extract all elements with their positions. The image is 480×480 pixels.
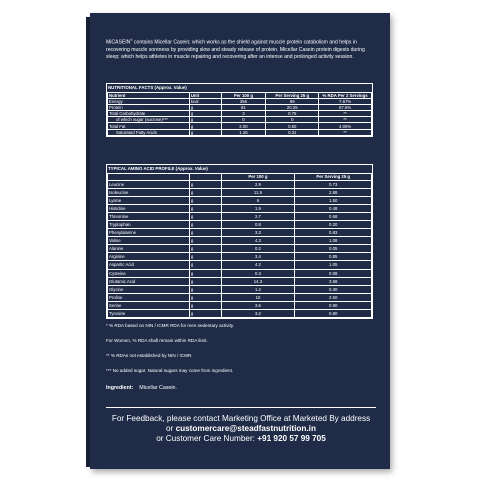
table-cell: Energy [108,98,190,104]
table-row [108,261,372,269]
table-cell: g [189,237,221,245]
table-cell: Tyrosine [108,309,190,317]
table-cell: 7.67% [319,98,372,104]
footnote: * % RDA based on NIN / ICMR RDA for men sedentary activity. [106,323,235,328]
table-cell: g [189,104,221,110]
table-row [108,221,372,229]
table-row [108,189,372,197]
table-cell: 0.31 [266,129,319,135]
amino-acid-table [106,164,373,319]
table-cell: 0.08 [295,269,372,277]
table-cell: 356 [221,98,266,104]
table-cell: 1.26 [221,129,266,135]
table-cell: 3.6 [221,301,295,309]
table-cell: ** [319,111,372,117]
table-row [108,285,372,293]
column-header [108,173,190,181]
amino-grid [107,173,372,318]
table-cell: 0.3 [221,269,295,277]
table-cell: 4.3 [221,237,295,245]
table-cell: 2.00 [221,123,266,129]
feedback-line: For Feedback, please contact Marketing Office at Marketed By address [111,414,371,423]
table-cell: Aspartic Acid [108,261,190,269]
divider [106,407,376,408]
column-header: % RDA Per 2 Servings [319,92,372,98]
table-cell: 1.2 [221,285,295,293]
table-cell: kcal [189,98,221,104]
table-cell: g [189,123,221,129]
table-row [108,277,372,285]
table-cell: Total Carbohydrate [108,111,190,117]
table-cell: Glutamic Acid [108,277,190,285]
table-cell: 0.05 [295,245,372,253]
table-cell: 0.2 [221,245,295,253]
table-cell: 0.90 [295,301,372,309]
column-header: Per 100 g [221,92,266,98]
ingredient-line [106,385,177,391]
table-cell: Total Fat [108,123,190,129]
product-label-panel [90,13,390,469]
table-cell: 1.9 [221,205,295,213]
table-cell: Glycine [108,285,190,293]
table-cell: 0.20 [295,221,372,229]
table-cell: 3 [221,111,266,117]
product-description [106,37,378,61]
table-cell: 3.2 [221,309,295,317]
nutrition-table-title: NUTRITIONAL FACTS (Approx. Value) [108,85,187,90]
table-cell: 0.75 [266,111,319,117]
table-cell: g [189,293,221,301]
customer-care-email[interactable]: customercare@steadfastnutrition.in [175,424,316,433]
amino-body [108,181,372,318]
table-cell: g [189,261,221,269]
description-text: contains Micellar Casein; which works as the shield against muscle protein catabolism and helps in recovering muscle soreness by providing slow and steady release of protein. Micellar Casein protein digests during sleep; which helps athletes in muscle repairing and recovering after an intense and prolonged activity session. [106,39,365,60]
table-cell: ** [319,117,372,123]
table-cell: 11.5 [221,189,295,197]
table-row [108,181,372,189]
table-row [108,269,372,277]
table-cell: 4.00% [319,123,372,129]
table-cell: g [189,285,221,293]
table-cell: g [189,197,221,205]
table-cell: 0.30 [295,285,372,293]
table-row [108,213,372,221]
feedback-block [106,414,376,444]
table-cell: 81 [221,104,266,110]
table-cell: 0.80 [295,309,372,317]
table-cell: Cysteine [108,269,190,277]
table-cell: 0 [266,117,319,123]
customer-care-phone[interactable]: +91 920 57 99 705 [257,434,326,443]
table-cell: g [189,277,221,285]
table-cell: g [189,301,221,309]
table-cell: g [189,221,221,229]
table-cell: 0 [221,117,266,123]
amino-table-title: TYPICAL AMINO ACID PROFILE (Approx. Value) [108,166,208,171]
table-row [108,197,372,205]
table-cell: 3.3 [221,229,295,237]
table-cell: 2.9 [221,181,295,189]
table-cell: 0.73 [295,181,372,189]
table-cell: g [189,205,221,213]
table-cell: 3.4 [221,253,295,261]
column-header: Per Serving 25 g [295,173,372,181]
table-cell: 0.8 [221,221,295,229]
table-cell: g [189,181,221,189]
column-header: Per 100 g [221,173,295,181]
table-cell: 14.3 [221,277,295,285]
footnote: For Women, % RDA shall remain within RDA limit. [106,338,208,343]
ingredient-value: Micellar Casein. [139,385,177,391]
table-cell: Valine [108,237,190,245]
table-row [108,309,372,317]
table-cell: g [189,189,221,197]
table-row [108,293,372,301]
table-cell: g [189,309,221,317]
nutrition-facts-table [106,83,373,137]
table-row [108,205,372,213]
column-header: Unit [189,92,221,98]
table-cell: Tryptophan [108,221,190,229]
table-cell: Phenylalanine [108,229,190,237]
nutrition-grid [107,92,372,136]
table-cell: Isoleucine [108,189,190,197]
table-cell: Arginine [108,253,190,261]
table-cell: 2.7 [221,213,295,221]
feedback-prefix: or Customer Care Number: [156,434,258,443]
table-row [108,237,372,245]
table-cell: Saturated Fatty Acids [108,129,190,135]
registered-mark: ® [130,38,133,42]
table-cell: Histidine [108,205,190,213]
table-cell: Lysine [108,197,190,205]
table-cell: 1.05 [295,261,372,269]
table-cell: 3.58 [295,277,372,285]
table-cell: g [189,117,221,123]
table-cell: g [189,253,221,261]
table-cell: ** [319,129,372,135]
table-cell: g [189,129,221,135]
table-cell: 20.25 [266,104,319,110]
table-cell: 0.48 [295,205,372,213]
table-cell: Proline [108,293,190,301]
table-row [108,301,372,309]
table-cell: of which sugar (sucrose)*** [108,117,190,123]
table-cell: Leucine [108,181,190,189]
amino-header-row [108,173,372,181]
table-cell: Threonine [108,213,190,221]
table-cell: 10 [221,293,295,301]
table-cell: g [189,229,221,237]
table-cell: 67.5% [319,104,372,110]
column-header: Nutrient [108,92,190,98]
table-cell: 6 [221,197,295,205]
table-cell: 0.68 [295,213,372,221]
table-cell: Serine [108,301,190,309]
table-cell: Alanine [108,245,190,253]
table-cell: 4.2 [221,261,295,269]
ingredient-label: Ingredient: [106,385,134,391]
footnote: *** No added sugar. Natural sugars may come from ingredient. [106,368,234,373]
column-header: Per Serving 25 g [266,92,319,98]
nutrition-body [108,98,372,135]
table-row [108,245,372,253]
table-cell: 1.08 [295,237,372,245]
table-cell: 1.50 [295,197,372,205]
feedback-prefix: or [166,424,176,433]
table-cell: 0.83 [295,229,372,237]
table-cell: Protein [108,104,190,110]
column-header [189,173,221,181]
table-row [108,253,372,261]
table-row [108,129,372,135]
table-cell: g [189,269,221,277]
table-cell: 2.50 [295,293,372,301]
table-cell: 0.50 [266,123,319,129]
table-cell: 0.85 [295,253,372,261]
table-cell: g [189,245,221,253]
table-cell: g [189,213,221,221]
brand-name: MiCASEIN [106,39,131,46]
footnote: ** % RDAs not established by NIN / ICMR. [106,353,193,358]
table-row [108,229,372,237]
table-cell: 2.88 [295,189,372,197]
footnotes [106,323,376,383]
table-cell: 89 [266,98,319,104]
table-cell: g [189,111,221,117]
